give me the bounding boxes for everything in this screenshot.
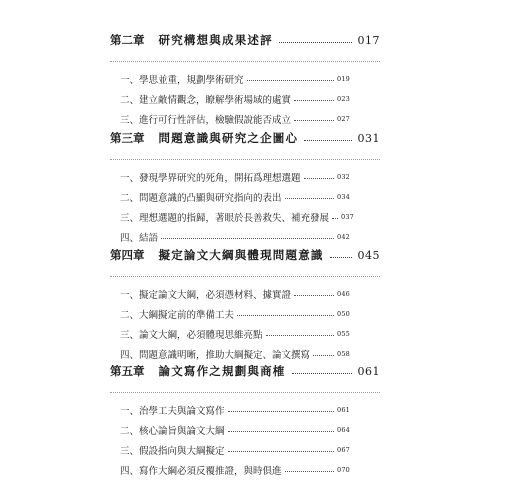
- chapter-page: 031: [357, 131, 380, 145]
- section-entry[interactable]: [120, 463, 350, 477]
- dot-leader: [228, 411, 334, 412]
- section-title: 一、學思並重，規劃學術研究: [120, 75, 244, 86]
- section-entry[interactable]: [120, 287, 350, 301]
- chapter-title: 問題意識與研究之企圖心: [158, 131, 299, 145]
- section-title: 一、發現學界研究的死角，開拓爲理想選題: [120, 173, 301, 184]
- section-page: 070: [336, 466, 350, 474]
- section-entry[interactable]: [120, 210, 355, 224]
- chapter-page: 017: [357, 33, 380, 47]
- dot-leader: [304, 140, 351, 141]
- chapter-number: 第三章: [110, 131, 145, 145]
- dot-leader: [161, 238, 334, 239]
- section-entry[interactable]: [120, 170, 350, 184]
- section-title: 二、核心論旨與論文大綱: [120, 426, 225, 437]
- section-entry[interactable]: [120, 92, 350, 106]
- section-page: 019: [336, 75, 350, 83]
- dot-leader: [279, 42, 352, 43]
- chapter-title: 論文寫作之規劃與商榷: [158, 364, 286, 378]
- section-page: 050: [336, 310, 350, 318]
- chapter-number: 第四章: [110, 248, 145, 262]
- section-page: 067: [336, 446, 350, 454]
- section-page: 034: [336, 193, 350, 201]
- dot-leader: [228, 451, 334, 452]
- section-entry[interactable]: [120, 307, 350, 321]
- dot-leader: [294, 295, 334, 296]
- section-page: 032: [336, 173, 350, 181]
- dot-leader: [330, 257, 352, 258]
- section-page: 055: [336, 330, 350, 338]
- chapter-title: 擬定論文大綱與體現問題意識: [158, 248, 324, 262]
- dot-leader: [292, 373, 352, 374]
- dot-leader: [285, 198, 334, 199]
- dot-leader: [266, 335, 334, 336]
- section-title: 三、論文大綱，必須體現思維亮點: [120, 330, 263, 341]
- section-entry[interactable]: [120, 112, 350, 126]
- chapter-heading[interactable]: [110, 246, 380, 264]
- section-title: 四、寫作大綱必須反覆推證，與時俱進: [120, 466, 282, 477]
- section-entry[interactable]: [120, 230, 350, 244]
- section-title: 二、建立敵情觀念，瞭解學術場域的處實: [120, 95, 292, 106]
- section-entry[interactable]: [120, 403, 350, 417]
- dot-leader: [294, 120, 334, 121]
- section-entry[interactable]: [120, 423, 350, 437]
- chapter-heading[interactable]: [110, 31, 380, 49]
- section-entry[interactable]: [120, 190, 350, 204]
- chapter-heading[interactable]: [110, 362, 380, 380]
- section-entry[interactable]: [120, 347, 350, 361]
- section-title: 三、理想選題的指歸，著眼於長善救失、補充發展: [120, 213, 330, 224]
- section-page: 064: [336, 426, 350, 434]
- divider: [110, 276, 380, 277]
- section-title: 四、問題意識明晰，推助大綱擬定、論文撰寫: [120, 350, 311, 361]
- dot-leader: [285, 471, 334, 472]
- section-page: 042: [336, 233, 350, 241]
- dot-leader: [247, 80, 334, 81]
- chapter-page: 045: [357, 248, 380, 262]
- section-entry[interactable]: [120, 72, 350, 86]
- divider: [110, 392, 380, 393]
- dot-leader: [304, 178, 334, 179]
- dot-leader: [228, 431, 334, 432]
- chapter-title: 研究構想與成果述評: [158, 33, 273, 47]
- section-title: 一、治學工夫與論文寫作: [120, 406, 225, 417]
- section-title: 一、擬定論文大綱，必須憑材料、據實證: [120, 290, 292, 301]
- section-entry[interactable]: [120, 443, 350, 457]
- section-title: 二、問題意識的凸顯與研究指向的表出: [120, 193, 282, 204]
- section-page: 027: [336, 115, 350, 123]
- section-page: 058: [336, 350, 350, 358]
- dot-leader: [313, 355, 334, 356]
- chapter-number: 第五章: [110, 364, 145, 378]
- dot-leader: [237, 315, 334, 316]
- section-page: 023: [336, 95, 350, 103]
- divider: [110, 159, 380, 160]
- chapter-page: 061: [357, 364, 380, 378]
- section-entry[interactable]: [120, 327, 350, 341]
- section-title: 三、進行可行性評估，檢驗假說能否成立: [120, 115, 292, 126]
- section-page: 037: [341, 213, 355, 221]
- section-title: 二、大綱擬定前的準備工夫: [120, 310, 235, 321]
- section-page: 046: [336, 290, 350, 298]
- section-page: 061: [336, 406, 350, 414]
- chapter-number: 第二章: [110, 33, 145, 47]
- dot-leader: [294, 100, 334, 101]
- chapter-heading[interactable]: [110, 129, 380, 147]
- divider: [110, 61, 380, 62]
- section-title: 四、結語: [120, 233, 159, 244]
- dot-leader: [332, 218, 338, 219]
- section-title: 三、假設指向與大綱擬定: [120, 446, 225, 457]
